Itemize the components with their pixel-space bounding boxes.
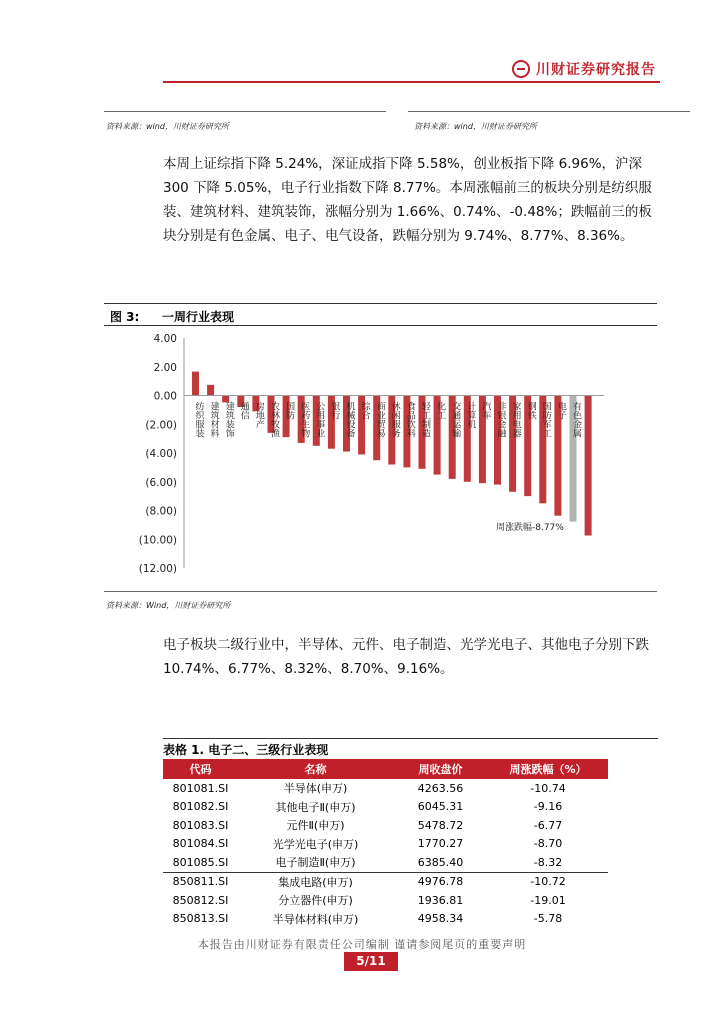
category-label: 交通运输 (450, 401, 461, 438)
category-label: 纺织服装 (193, 401, 204, 438)
cell-change: -6.77 (533, 818, 563, 832)
cell-change: -19.01 (530, 893, 566, 907)
table-row (163, 835, 608, 854)
category-label: 建筑装饰 (223, 401, 234, 438)
category-label: 国防军工 (540, 401, 551, 438)
bar (585, 396, 592, 536)
cell-change: -5.78 (533, 912, 563, 926)
col-header-name: 名称 (238, 759, 393, 779)
cell-close: 6045.31 (417, 800, 464, 814)
table-top-rule (163, 738, 658, 739)
y-tick-label: (6.00) (145, 476, 177, 489)
col-header-close: 周收盘价 (393, 759, 488, 779)
table-row (163, 779, 608, 798)
cell-close: 4263.56 (417, 781, 464, 795)
category-label: 房地产 (253, 401, 264, 429)
y-tick-label: (12.00) (138, 563, 177, 575)
figure-title-bar (104, 305, 657, 325)
category-label: 有色金属 (571, 401, 581, 438)
electronics-table (163, 759, 608, 928)
table-row (163, 872, 608, 891)
category-label: 食品饮料 (404, 401, 415, 438)
cell-change: -8.32 (533, 855, 563, 869)
category-label: 国防 (284, 401, 295, 420)
cell-close: 4976.78 (393, 872, 488, 891)
cell-code: 850812.SI (172, 893, 229, 907)
cell-name: 分立器件(申万) (278, 894, 353, 908)
category-labels (194, 400, 582, 438)
y-tick-label: (10.00) (138, 534, 177, 547)
category-label: 化工 (435, 401, 446, 420)
cell-close: 5478.72 (417, 818, 464, 832)
electronics-paragraph: 电子板块二级行业中，半导体、元件、电子制造、光学光电子、其他电子分别下跌 10.74%、6.77%、8.32%、8.70%、9.16%。 (163, 637, 649, 677)
cell-change: -10.72 (488, 872, 608, 891)
bar (207, 385, 214, 396)
figure-source: 资料来源：Wind，川财证券研究所 (106, 601, 231, 610)
brand-logo-icon (512, 60, 530, 78)
cell-name: 电子制造Ⅱ(申万) (275, 856, 356, 870)
cell-code: 801081.SI (172, 781, 229, 795)
category-label: 建筑材料 (208, 401, 219, 438)
category-label: 钢铁 (525, 401, 536, 420)
cell-change: -10.74 (530, 781, 566, 795)
category-label: 非银金融 (495, 401, 506, 438)
table-row (163, 816, 608, 835)
cell-code: 801082.SI (172, 800, 229, 814)
brand-title: 川财证券研究报告 (536, 62, 656, 78)
cell-name: 半导体材料(申万) (272, 912, 359, 926)
source-note-left: 资料来源：wind，川财证券研究所 (106, 122, 229, 131)
table-row (163, 891, 608, 910)
footer-disclaimer: 本报告由川财证券有限责任公司编制 谨请参阅尾页的重要声明 (197, 938, 527, 951)
cell-code: 850813.SI (172, 912, 229, 926)
bars (192, 372, 592, 536)
table-row (163, 910, 608, 929)
col-header-change: 周涨跌幅（%） (488, 759, 608, 779)
summary-paragraph: 本周上证综指下降 5.24%，深证成指下降 5.58%，创业板指下降 6.96%，沪深 300 下降 5.05%，电子行业指数下降 8.77%。本周涨幅前三的板块分别是纺织服装、建筑材料、建筑装饰，涨幅分别为 1.66%、0.74%、-0.48%；跌幅前三的板块分别是有色金属、电子、电气设备，跌幅分别为 9.74%、8.77%、8.36%。 (163, 156, 652, 244)
figure-label: 图 3: (110, 310, 140, 324)
category-label: 休闲服务 (389, 401, 400, 438)
cell-close: 6385.40 (417, 855, 464, 869)
cell-code: 801085.SI (172, 855, 229, 869)
category-label: 汽车 (480, 401, 491, 420)
y-tick-label: 0.00 (153, 390, 177, 403)
category-label: 轻工制造 (420, 401, 430, 438)
header-rule (163, 81, 660, 83)
y-tick-label: 2.00 (153, 361, 177, 374)
cell-code: 801083.SI (172, 818, 229, 832)
category-label: 计算机 (465, 401, 476, 429)
bar (192, 372, 199, 396)
y-tick-label: (8.00) (145, 505, 177, 518)
table-row (163, 798, 608, 817)
figure-bottom-rule (104, 591, 657, 592)
category-label: 家用电器 (510, 401, 521, 438)
figure-title-rule (104, 325, 657, 326)
cell-name: 半导体(申万) (283, 782, 348, 796)
source-note-right: 资料来源：wind，川财证券研究所 (414, 122, 537, 131)
figure-title: 一周行业表现 (162, 310, 235, 324)
y-tick-label: (4.00) (145, 448, 177, 460)
cell-change: -8.70 (533, 837, 563, 851)
divider (104, 111, 386, 112)
cell-name: 光学光电子(申万) (272, 837, 359, 851)
cell-close: 1936.81 (417, 893, 464, 907)
col-header-code: 代码 (163, 759, 238, 779)
page-number: 5/11 (344, 952, 398, 971)
y-tick-label: 4.00 (153, 333, 177, 345)
chart-annotation: 周涨跌幅-8.77% (496, 523, 564, 533)
category-label: 机械设备 (344, 401, 355, 438)
cell-name: 其他电子Ⅱ(申万) (275, 800, 356, 814)
cell-name: 集成电路(申万) (238, 872, 393, 891)
cell-close: 4958.34 (417, 912, 464, 926)
cell-name: 元件Ⅱ(申万) (286, 819, 345, 833)
category-label: 银行 (329, 401, 340, 420)
category-label: 医药生物 (299, 401, 310, 438)
category-label: 综合 (359, 401, 370, 420)
cell-code: 801084.SI (172, 837, 229, 851)
y-tick-labels (139, 333, 177, 575)
category-label: 商业贸易 (374, 401, 385, 438)
category-label: 农林牧渔 (269, 401, 279, 438)
cell-code: 850811.SI (163, 872, 238, 891)
divider (408, 111, 690, 112)
table-title: 表格 1. 电子二、三级行业表现 (163, 743, 329, 757)
category-label: 电子 (555, 401, 566, 420)
table-row (163, 853, 608, 872)
cell-close: 1770.27 (417, 837, 464, 851)
industry-bar-chart (104, 330, 644, 585)
cell-change: -9.16 (533, 800, 563, 814)
category-label: 通信 (238, 401, 249, 420)
figure-top-rule (104, 303, 657, 304)
y-tick-label: (2.00) (145, 419, 177, 432)
table-header-row (163, 759, 608, 779)
category-label: 公用事业 (314, 401, 325, 438)
